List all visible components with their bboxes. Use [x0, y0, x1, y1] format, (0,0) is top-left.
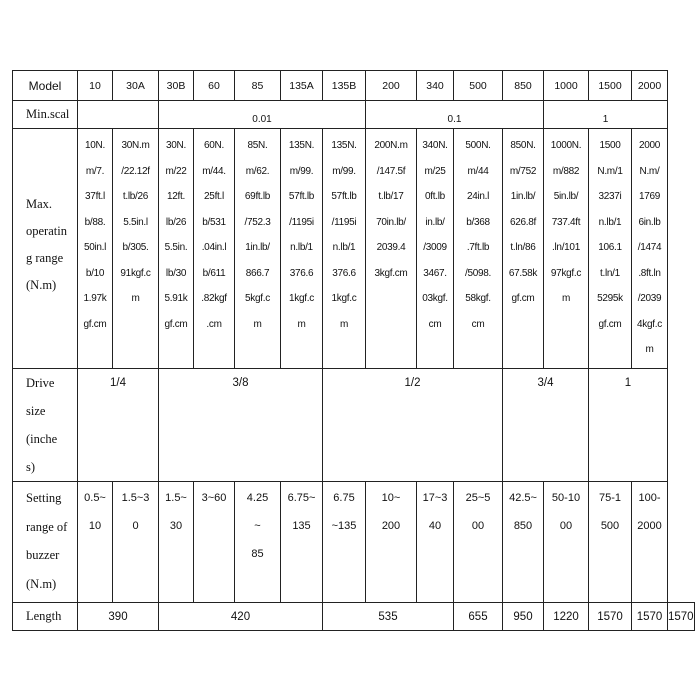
cell-line: .8ft.ln [638, 267, 661, 279]
drive-size-cell: 1/4 [78, 369, 159, 482]
min-scale-value: 0.1 [447, 114, 462, 125]
length-cell: 535 [323, 603, 454, 631]
cell-line: lb/26 [165, 216, 187, 228]
max-range-cell [417, 129, 454, 369]
model-header-cell: 1500 [589, 71, 632, 101]
cell-line: m/62. [245, 165, 270, 177]
drive-size-label [13, 369, 78, 482]
cell-line: 6.75~ [287, 492, 316, 504]
label-line: size [26, 404, 46, 418]
cell-line: N.m/1 [597, 165, 623, 177]
cell-line: cm [428, 318, 442, 330]
cell-line: m/22 [165, 165, 187, 177]
max-range-cell [113, 129, 159, 369]
model-header-cell: 1000 [544, 71, 589, 101]
cell-line: 0.5~ [84, 492, 106, 504]
cell-line: 4kgf.c [637, 318, 662, 330]
cell-line: 737.4ft [551, 216, 581, 228]
min-scale-cell [78, 101, 159, 129]
cell-line: cm [471, 318, 485, 330]
cell-line: m/99. [289, 165, 314, 177]
cell-line: n.lb/1 [290, 242, 313, 253]
label-line: g range [26, 251, 64, 265]
cell-line: 25~5 [465, 492, 491, 504]
label-line: Drive [26, 376, 55, 390]
cell-line: b/10 [85, 267, 105, 279]
buzzer-range-cell [454, 482, 503, 603]
cell-line: 100- [638, 492, 661, 504]
buzzer-range-row [13, 482, 695, 603]
cell-line: 5kgf.c [245, 293, 270, 304]
model-header-cell: 500 [454, 71, 503, 101]
cell-line: 17~3 [422, 492, 448, 504]
cell-line: 24in.l [466, 191, 490, 202]
buzzer-range-cell [78, 482, 113, 603]
cell-line: 200N.m [374, 140, 408, 151]
cell-line: 50-10 [551, 492, 581, 504]
min-scale-cell [366, 101, 544, 129]
drive-size-cell: 3/8 [159, 369, 323, 482]
buzzer-range-cell [113, 482, 159, 603]
cell-line: 3kgf.cm [374, 267, 408, 279]
length-cell: 1570 [589, 603, 632, 631]
cell-line: 2000 [637, 520, 662, 532]
buzzer-range-cell [544, 482, 589, 603]
cell-line: 70in.lb/ [376, 216, 406, 228]
max-range-label [13, 129, 78, 369]
cell-line: 2039.4 [376, 242, 406, 253]
cell-line: b/531 [202, 216, 226, 228]
label-line: Setting [26, 491, 62, 505]
cell-line: m/752 [509, 165, 537, 177]
cell-line: 1.97k [83, 293, 107, 304]
cell-line: 1kgf.c [331, 293, 357, 304]
model-header-cell: 200 [366, 71, 417, 101]
cell-line: 12ft. [167, 191, 185, 202]
label-line: (inche [26, 432, 58, 446]
min-scale-row [13, 101, 695, 129]
cell-line: lb/30 [165, 267, 187, 279]
cell-line: n.lb/1 [598, 216, 622, 228]
label-line: buzzer [26, 548, 60, 562]
cell-line: 1in.lb/ [510, 191, 536, 202]
max-range-cell [503, 129, 544, 369]
cell-line: m [645, 344, 654, 355]
model-header-cell: 850 [503, 71, 544, 101]
cell-line: 85 [251, 548, 264, 560]
spec-table [12, 70, 695, 631]
label-line: Max. [26, 197, 53, 211]
model-header-cell: 135B [323, 71, 366, 101]
cell-line: b/611 [202, 267, 226, 279]
cell-line: /147.5f [376, 165, 406, 177]
cell-line: .cm [206, 318, 222, 330]
cell-line: m/44. [202, 165, 226, 177]
cell-line: 1500 [599, 140, 621, 151]
cell-line: 500 [600, 520, 620, 532]
cell-line: m/882 [552, 165, 580, 177]
cell-line: m/99. [332, 165, 356, 177]
max-range-cell [454, 129, 503, 369]
cell-line: /1195i [331, 216, 357, 228]
label-line: s) [26, 460, 36, 474]
model-header-cell: 85 [235, 71, 281, 101]
cell-line: .82kgf [201, 293, 227, 304]
cell-line: 106.1 [598, 242, 622, 253]
cell-line: 50in.l [83, 242, 107, 253]
max-range-cell [323, 129, 366, 369]
cell-line: 3237i [598, 191, 622, 202]
length-label: Length [13, 603, 78, 631]
cell-line: 3~60 [201, 492, 227, 504]
label-line: (N.m) [26, 576, 57, 591]
cell-line: 5.5in. [164, 242, 188, 253]
cell-line: 135N. [288, 140, 315, 151]
cell-line: 85N. [247, 140, 268, 151]
cell-line: 37ft.l [85, 191, 105, 202]
cell-line: 97kgf.c [550, 267, 582, 279]
cell-line: .7ft.lb [466, 242, 490, 253]
cell-line: 0ft.lb [425, 191, 445, 202]
length-cell: 1220 [544, 603, 589, 631]
drive-size-row [13, 369, 695, 482]
cell-line: 10~ [381, 492, 401, 504]
drive-size-cell: 1/2 [323, 369, 503, 482]
min-scale-value: 0.01 [252, 114, 272, 125]
cell-line: m [339, 318, 349, 330]
cell-line: gf.cm [164, 318, 188, 330]
buzzer-range-cell [281, 482, 323, 603]
cell-line: 376.6 [289, 267, 314, 279]
cell-line: 25ft.l [204, 191, 224, 202]
cell-line: 850 [513, 520, 533, 532]
cell-line: 57ft.lb [288, 191, 315, 202]
max-range-cell [78, 129, 113, 369]
cell-line: gf.cm [83, 318, 107, 330]
model-header-cell: 135A [281, 71, 323, 101]
cell-line: 30N.m [121, 140, 150, 151]
max-range-row [13, 129, 695, 369]
cell-line: 1000N. [550, 140, 582, 151]
max-range-cell [159, 129, 194, 369]
buzzer-range-label [13, 482, 78, 603]
cell-line: b/88. [84, 216, 106, 228]
max-range-cell [281, 129, 323, 369]
max-range-cell [194, 129, 235, 369]
cell-line: 866.7 [245, 267, 270, 279]
cell-line: gf.cm [598, 318, 622, 330]
cell-line: 30N. [166, 140, 186, 151]
model-header-cell: 10 [78, 71, 113, 101]
min-scale-cell [544, 101, 668, 129]
cell-line: 1in.lb/ [245, 242, 270, 253]
cell-line: b/368 [466, 216, 490, 228]
cell-line: t.lb/26 [122, 191, 149, 202]
cell-line: in.lb/ [425, 216, 445, 228]
cell-line: 850N. [510, 140, 536, 151]
cell-line: 69ft.lb [244, 191, 271, 202]
cell-line: 500N. [465, 140, 491, 151]
cell-line: ~ [254, 520, 261, 532]
cell-line: 67.58k [508, 267, 538, 279]
cell-line: 00 [471, 520, 485, 532]
cell-line: 75-1 [598, 492, 622, 504]
cell-line: t.ln/1 [600, 267, 620, 279]
model-header-cell: 60 [194, 71, 235, 101]
cell-line: 91kgf.c [120, 267, 151, 279]
buzzer-range-cell [632, 482, 668, 603]
label-line: (N.m) [26, 278, 57, 292]
length-cell: 655 [454, 603, 503, 631]
cell-line: 0 [132, 520, 139, 532]
max-range-cell [589, 129, 632, 369]
cell-line: m [253, 318, 262, 330]
buzzer-range-cell [589, 482, 632, 603]
model-header-cell: 30B [159, 71, 194, 101]
cell-line: m/7. [85, 165, 105, 177]
max-range-cell [366, 129, 417, 369]
min-scale-value: 1 [602, 114, 609, 125]
cell-line: m/44 [467, 165, 489, 177]
max-range-cell [544, 129, 589, 369]
cell-line: /2039 [637, 293, 662, 304]
cell-line: 1.5~3 [121, 492, 150, 504]
cell-line: .04in.l [201, 242, 227, 253]
cell-line: 376.6 [332, 267, 356, 279]
buzzer-range-cell [366, 482, 417, 603]
model-header-cell: 30A [113, 71, 159, 101]
length-cell: 1570 [632, 603, 668, 631]
cell-line: 5295k [597, 293, 623, 304]
cell-line: 10 [88, 520, 102, 532]
cell-line: 57ft.lb [331, 191, 357, 202]
cell-line: 4.25 [246, 492, 269, 504]
cell-line: 626.8f [509, 216, 536, 228]
model-header-cell: 2000 [632, 71, 668, 101]
cell-line: b/305. [122, 242, 149, 253]
cell-line: .ln/101 [552, 242, 580, 253]
length-cell: 950 [503, 603, 544, 631]
cell-line: m [297, 318, 306, 330]
cell-line: 58kgf. [465, 293, 491, 304]
cell-line: N.m/ [639, 165, 660, 177]
cell-line: t.ln/86 [510, 242, 536, 253]
cell-line: t.lb/17 [378, 191, 404, 202]
cell-line: 135 [292, 520, 311, 532]
buzzer-range-cell [503, 482, 544, 603]
buzzer-range-cell [417, 482, 454, 603]
cell-line: n.lb/1 [332, 242, 356, 253]
model-label: Model [13, 71, 78, 101]
model-header-cell: 340 [417, 71, 454, 101]
cell-line: 30 [169, 520, 183, 532]
max-range-cell [632, 129, 668, 369]
cell-line: 3467. [423, 267, 447, 279]
cell-line: 00 [559, 520, 573, 532]
cell-line: 6.75 [333, 492, 355, 504]
cell-line: m/25 [424, 165, 446, 177]
cell-line: ~135 [331, 520, 357, 532]
cell-line: /3009 [423, 242, 447, 253]
cell-line: /5098. [464, 267, 491, 279]
buzzer-range-cell [235, 482, 281, 603]
cell-line: 1.5~ [165, 492, 187, 504]
cell-line: 6in.lb [638, 216, 661, 228]
cell-line: 60N. [204, 140, 224, 151]
cell-line: 2000 [638, 140, 661, 151]
drive-size-cell: 3/4 [503, 369, 589, 482]
length-cell: 390 [78, 603, 159, 631]
drive-size-cell: 1 [589, 369, 668, 482]
label-line: range of [26, 519, 68, 534]
cell-line: /1195i [289, 216, 314, 228]
min-scale-cell [159, 101, 366, 129]
cell-line: 135N. [331, 140, 357, 151]
cell-line: /1474 [637, 242, 662, 253]
header-row [13, 71, 695, 101]
length-row [13, 603, 695, 631]
cell-line: 42.5~ [509, 492, 537, 504]
cell-line: 5.91k [164, 293, 188, 304]
min-scale-label: Min.scal [13, 101, 78, 129]
cell-line: 340N. [422, 140, 448, 151]
cell-line: 1kgf.c [289, 293, 314, 304]
buzzer-range-cell [159, 482, 194, 603]
buzzer-range-cell [194, 482, 235, 603]
cell-line: /752.3 [244, 216, 271, 228]
cell-line: 40 [428, 520, 442, 532]
length-cell: 420 [159, 603, 323, 631]
cell-line: m [561, 293, 571, 304]
cell-line: 10N. [85, 140, 105, 151]
cell-line: 5in.lb/ [553, 191, 579, 202]
cell-line: 1769 [638, 191, 661, 202]
cell-line: m [131, 293, 140, 304]
cell-line: 200 [381, 520, 401, 532]
length-cell: 1570 [668, 603, 695, 631]
max-range-cell [235, 129, 281, 369]
cell-line: 5.5in.l [123, 216, 148, 228]
cell-line: /22.12f [121, 165, 150, 177]
label-line: operatin [26, 224, 67, 238]
cell-line: 03kgf. [422, 293, 448, 304]
cell-line: gf.cm [511, 293, 535, 304]
buzzer-range-cell [323, 482, 366, 603]
